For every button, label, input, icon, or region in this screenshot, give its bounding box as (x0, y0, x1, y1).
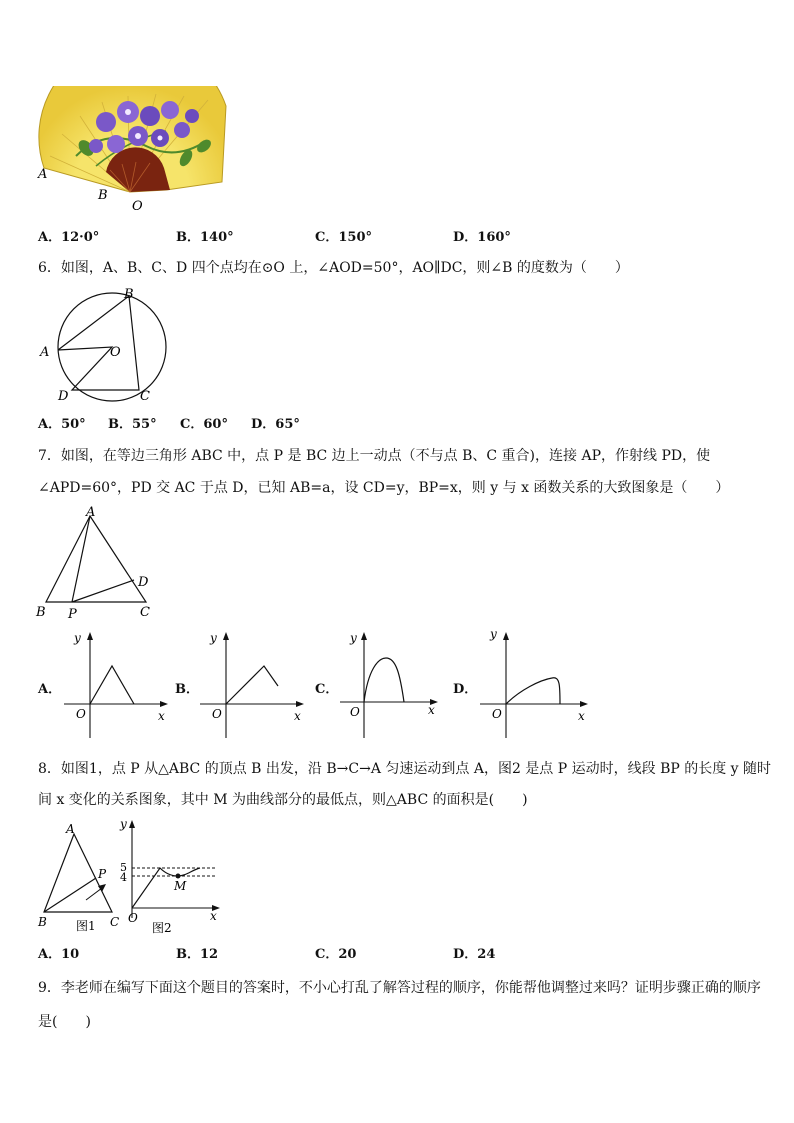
svg-text:B: B (38, 915, 47, 929)
q7-option-d[interactable]: D． (453, 682, 478, 697)
svg-text:O: O (128, 911, 138, 925)
svg-text:y: y (210, 631, 217, 645)
svg-text:y: y (74, 631, 81, 645)
svg-text:y: y (120, 817, 127, 831)
q7-graph-d (474, 626, 594, 746)
q8-figure-1 (36, 820, 126, 936)
q7-graph-a (58, 626, 174, 746)
tri-label-a: A (86, 505, 96, 520)
svg-text:x: x (158, 709, 165, 723)
q7-stem-line1: 7．如图，在等边三角形 ABC 中，点 P 是 BC 边上一动点（不与点 B、C 重合)，连接 AP，作射线 PD，使 (38, 448, 711, 464)
circle-label-a: A (40, 345, 50, 360)
q5-option-d[interactable]: D．160° (453, 230, 511, 245)
q6-stem: 6．如图，A、B、C、D 四个点均在⊙O 上，∠AOD=50°，AO∥DC，则∠B 的度数为（ ） (38, 260, 629, 276)
q7-option-c[interactable]: C． (315, 682, 339, 697)
q8-stem-line2: 间 x 变化的关系图象，其中 M 为曲线部分的最低点，则△ABC 的面积是( ) (38, 792, 528, 808)
svg-text:5: 5 (120, 861, 127, 874)
q6-option-a[interactable]: A．50° (38, 417, 86, 432)
tri-label-p: P (68, 607, 77, 622)
segment-abc (58, 296, 139, 390)
circle-label-o: O (110, 345, 121, 360)
svg-text:x: x (210, 909, 217, 923)
fan-label-b: B (98, 188, 108, 203)
q9-stem-line2: 是( ) (38, 1014, 91, 1030)
svg-text:x: x (578, 709, 585, 723)
svg-text:x: x (294, 709, 301, 723)
tri-label-d: D (138, 575, 149, 590)
q5-option-b[interactable]: B．140° (176, 230, 234, 245)
q9-stem-line1: 9．李老师在编写下面这个题目的答案时，不小心打乱了解答过程的顺序，你能帮他调整过来吗？证明步骤正确的顺序 (38, 980, 761, 996)
q7-option-a[interactable]: A． (38, 682, 62, 697)
svg-text:x: x (428, 703, 435, 717)
svg-text:O: O (492, 707, 502, 721)
svg-text:O: O (212, 707, 222, 721)
svg-text:A: A (66, 822, 75, 836)
segment-ap (72, 516, 90, 602)
q8-stem-line1: 8．如图1，点 P 从△ABC 的顶点 B 出发，沿 B→C→A 匀速运动到点 A，图2 是点 P 运动时，线段 BP 的长度 y 随时 (38, 761, 772, 777)
q8-option-d[interactable]: D．24 (453, 947, 496, 962)
graph-d-curve (506, 678, 560, 704)
q7-graph-b (194, 626, 310, 746)
circle-label-c: C (140, 389, 150, 404)
circle-label-b: B (124, 287, 134, 302)
graph-a-curve (90, 666, 134, 704)
svg-text:O: O (76, 707, 86, 721)
svg-text:C: C (110, 915, 120, 929)
segment-bp (44, 878, 96, 912)
q6-option-d[interactable]: D．65° (251, 417, 300, 432)
q7-stem-line2: ∠APD=60°，PD 交 AC 于点 D，已知 AB=a，设 CD=y，BP=x，则 y 与 x 函数关系的大致图象是（ ） (38, 480, 730, 496)
q7-option-b[interactable]: B． (175, 682, 199, 697)
q8-option-a[interactable]: A．10 (38, 947, 80, 962)
circle-label-d: D (58, 389, 69, 404)
q8-option-b[interactable]: B．12 (176, 947, 219, 962)
graph-b-curve (226, 666, 278, 704)
tri-label-b: B (36, 605, 46, 620)
q8-option-c[interactable]: C．20 (315, 947, 357, 962)
q6-option-b[interactable]: B．55° (108, 417, 157, 432)
q6-circle-figure (36, 286, 176, 404)
q6-option-c[interactable]: C．60° (180, 417, 228, 432)
q5-option-a[interactable]: A．12·0° (38, 230, 100, 245)
q5-option-c[interactable]: C．150° (315, 230, 372, 245)
fan-figure (36, 86, 236, 218)
segment-pd (72, 580, 134, 602)
q8-figure-2 (114, 816, 224, 936)
graph-c-curve (364, 658, 404, 702)
svg-text:4: 4 (120, 871, 127, 884)
svg-text:P: P (98, 867, 107, 881)
fan-label-a: A (38, 167, 48, 182)
svg-text:O: O (350, 705, 360, 719)
fan-label-o: O (132, 199, 143, 214)
q7-triangle-figure (34, 504, 164, 624)
triangle-abc (46, 516, 146, 602)
svg-text:M: M (174, 879, 187, 893)
svg-text:y: y (350, 631, 357, 645)
fig2-curve (132, 868, 200, 908)
fig1-caption: 图1 (76, 919, 96, 933)
q7-graph-c (334, 626, 444, 746)
fig2-caption: 图2 (152, 921, 172, 935)
point-m (176, 874, 181, 879)
svg-text:y: y (490, 627, 497, 641)
tri-label-c: C (140, 605, 150, 620)
